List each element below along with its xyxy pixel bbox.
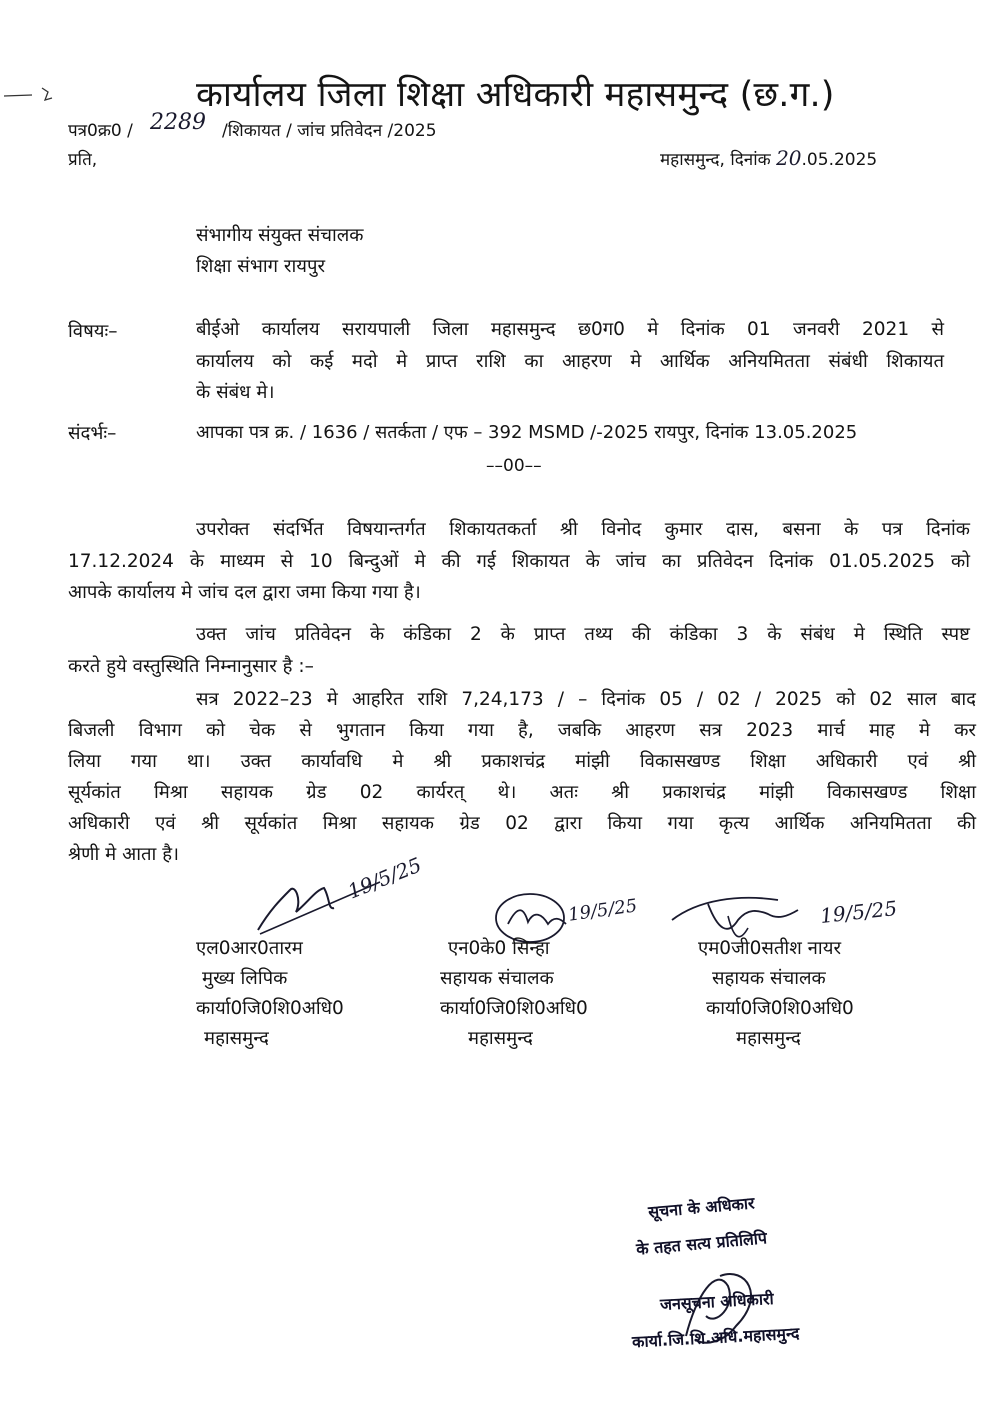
signature-3-date: 19/5/25 bbox=[818, 896, 899, 928]
place-date bbox=[660, 146, 877, 170]
signatory-designation: सहायक संचालक bbox=[712, 968, 826, 989]
signature-2-date: 19/5/25 bbox=[566, 895, 639, 926]
date-day: 20 bbox=[776, 146, 802, 170]
signatory-1 bbox=[196, 934, 344, 1054]
para-line: 17.12.2024 के माध्यम से 10 बिन्दुओं मे की गई शिकायत के जांच का प्रतिवेदन दिनांक 01.05.2025 को bbox=[68, 550, 970, 572]
signatory-name: एल0आर0तारम bbox=[196, 938, 303, 959]
recipient-line-1: संभागीय संयुक्त संचालक bbox=[196, 225, 364, 246]
para-line: बिजली विभाग को चेक से भुगतान किया गया है, जबकि आहरण सत्र 2023 मार्च माह मे कर bbox=[68, 720, 976, 741]
para-line: उक्त जांच प्रतिवेदन के कंडिका 2 के प्राप्त तथ्य की कंडिका 3 के संबंध मे स्थिति स्पष्ट bbox=[196, 624, 970, 645]
rti-stamp-line-3: जनसूचना अधिकारी bbox=[659, 1289, 775, 1314]
body-paragraph-2 bbox=[68, 619, 970, 682]
para-line: श्रेणी मे आता है। bbox=[68, 844, 180, 865]
signatory-office: कार्या0जि0शि0अधि0 bbox=[440, 998, 588, 1019]
rti-stamp-line-1: सूचना के अधिकार bbox=[647, 1193, 756, 1222]
signatory-office: कार्या0जि0शि0अधि0 bbox=[196, 998, 344, 1019]
prati-label: प्रति, bbox=[68, 150, 98, 170]
subject-text bbox=[196, 314, 944, 409]
corner-mark-icon bbox=[2, 78, 62, 108]
signatory-name: एम0जी0सतीश नायर bbox=[698, 938, 842, 959]
subject-line: के संबंध मे। bbox=[196, 382, 275, 403]
letter-suffix: /शिकायत / जांच प्रतिवेदन /2025 bbox=[222, 121, 437, 141]
subject-line: बीईओ कार्यालय सरायपाली जिला महासमुन्द छ0ग0 मे दिनांक 01 जनवरी 2021 से bbox=[196, 319, 944, 340]
signatory-place: महासमुन्द bbox=[204, 1028, 269, 1049]
signatory-name: एन0के0 सिन्हा bbox=[448, 938, 550, 959]
signature-1-date: 19/5/25 bbox=[344, 852, 425, 904]
para-line: आपके कार्यालय मे जांच दल द्वारा जमा किया गया है। bbox=[68, 582, 421, 603]
subject-line: कार्यालय को कई मदो मे प्राप्त राशि का आहरण मे आर्थिक अनियमितता संबंधी शिकायत bbox=[196, 350, 944, 372]
recipient-line-2: शिक्षा संभाग रायपुर bbox=[196, 256, 326, 277]
para-line: सत्र 2022–23 मे आहरित राशि 7,24,173 / – दिनांक 05 / 02 / 2025 को 02 साल बाद bbox=[196, 689, 976, 710]
signatory-2 bbox=[440, 934, 588, 1054]
separator: ––00–– bbox=[486, 456, 542, 476]
para-line: उपरोक्त संदर्भित विषयान्तर्गत शिकायतकर्ता श्री विनोद कुमार दास, बसना के पत्र दिनांक bbox=[196, 519, 970, 540]
reference-label: संदर्भः– bbox=[68, 423, 117, 444]
signatory-designation: मुख्य लिपिक bbox=[202, 968, 288, 989]
para-line: अधिकारी एवं श्री सूर्यकांत मिश्रा सहायक ग्रेड 02 द्वारा किया गया कृत्य आर्थिक अनियमितता की bbox=[68, 813, 976, 834]
place-date-prefix: महासमुन्द, दिनांक bbox=[660, 150, 771, 170]
body-paragraph-1 bbox=[68, 514, 970, 609]
para-line: सूर्यकांत मिश्रा सहायक ग्रेड 02 कार्यरत् थे। अतः श्री प्रकाशचंद्र मांझी विकासखण्ड शिक्षा bbox=[68, 782, 976, 803]
date-rest: .05.2025 bbox=[801, 150, 878, 170]
signatory-office: कार्या0जि0शि0अधि0 bbox=[706, 998, 854, 1019]
signatory-place: महासमुन्द bbox=[468, 1028, 533, 1049]
rti-stamp-line-2: के तहत सत्य प्रतिलिपि bbox=[635, 1228, 768, 1259]
signatory-designation: सहायक संचालक bbox=[440, 968, 554, 989]
subject-label: विषयः– bbox=[68, 321, 118, 342]
body-paragraph-3 bbox=[68, 684, 976, 870]
letter-prefix: पत्र0क्र0 / bbox=[68, 121, 133, 141]
rti-stamp-line-4: कार्या.जि.शि.अधि.महासमुन्द bbox=[631, 1323, 800, 1352]
signatory-3 bbox=[698, 934, 854, 1054]
office-title: कार्यालय जिला शिक्षा अधिकारी महासमुन्द (छ.ग.) bbox=[196, 75, 835, 115]
signatory-place: महासमुन्द bbox=[736, 1028, 801, 1049]
reference-text: आपका पत्र क्र. / 1636 / सतर्कता / एफ – 392 MSMD /-2025 रायपुर, दिनांक 13.05.2025 bbox=[196, 422, 858, 443]
para-line: करते हुये वस्तुस्थिति निम्नानुसार है :– bbox=[68, 655, 314, 677]
para-line: लिया गया था। उक्त कार्यावधि मे श्री प्रकाशचंद्र मांझी विकासखण्ड शिक्षा अधिकारी एवं श्री bbox=[68, 751, 976, 772]
letter-number: 2289 bbox=[150, 110, 206, 135]
